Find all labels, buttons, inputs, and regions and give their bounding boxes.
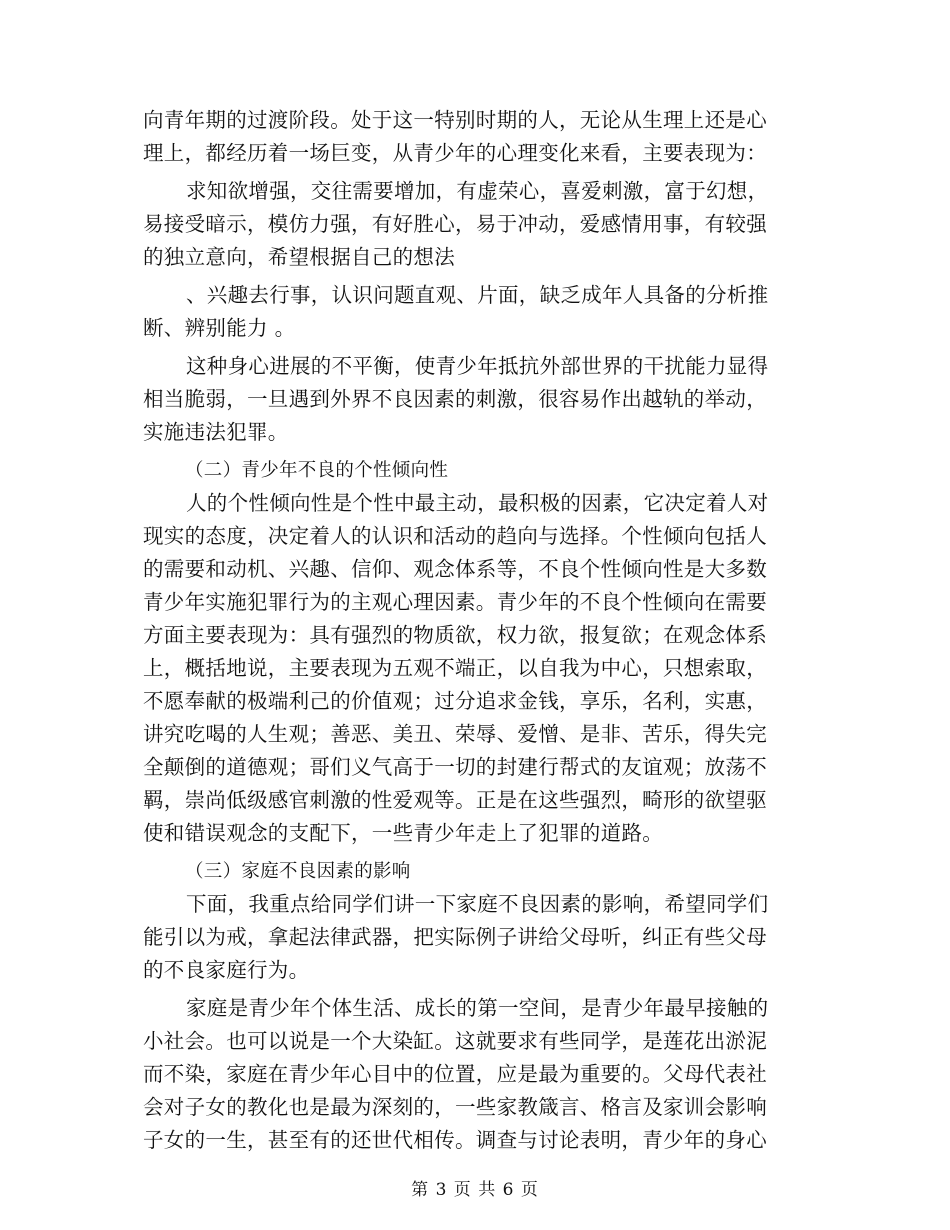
section-heading: （三）家庭不良因素的影响 — [185, 861, 411, 882]
text-line: 羁，崇尚低级感官刺激的性爱观等。正是在这些强烈，畸形的欲望驱 — [143, 788, 767, 812]
text-line: 青少年实施犯罪行为的主观心理因素。青少年的不良个性倾向在需要 — [143, 590, 767, 614]
text-line: 人的个性倾向性是个性中最主动，最积极的因素，它决定着人对 — [186, 491, 769, 515]
text-line: 、兴趣去行事，认识问题直观、片面，缺乏成年人具备的分析推 — [186, 283, 769, 307]
text-line: 而不染，家庭在青少年心目中的位置，应是最为重要的。父母代表社 — [143, 1062, 767, 1086]
text-line: 理上，都经历着一场巨变，从青少年的心理变化来看，主要表现为： — [143, 141, 767, 165]
text-line: 小社会。也可以说是一个大染缸。这就要求有些同学，是莲花出淤泥 — [143, 1029, 767, 1053]
text-line: 讲究吃喝的人生观；善恶、美丑、荣辱、爱憎、是非、苦乐，得失完 — [143, 722, 767, 746]
text-line: 相当脆弱，一旦遇到外界不良因素的刺激，很容易作出越轨的举动， — [143, 387, 767, 411]
text-line: 的独立意向，希望根据自己的想法 — [143, 245, 455, 269]
text-line: 能引以为戒，拿起法律武器，把实际例子讲给父母听，纠正有些父母 — [143, 925, 767, 949]
text-line: 上，概括地说，主要表现为五观不端正，以自我为中心，只想索取， — [143, 656, 767, 680]
section-heading: （二）青少年不良的个性倾向性 — [185, 460, 449, 481]
text-line: 下面，我重点给同学们讲一下家庭不良因素的影响，希望同学们 — [186, 892, 769, 916]
text-line: 不愿奉献的极端利己的价值观；过分追求金钱，享乐，名利，实惠， — [143, 689, 767, 713]
text-line: 的需要和动机、兴趣、信仰、观念体系等，不良个性倾向性是大多数 — [143, 557, 767, 581]
text-line: 现实的态度，决定着人的认识和活动的趋向与选择。个性倾向包括人 — [143, 524, 767, 548]
page-footer: 第 3 页 共 6 页 — [411, 1180, 539, 1200]
text-line: 会对子女的教化也是最为深刻的，一些家教箴言、格言及家训会影响 — [143, 1095, 767, 1119]
text-line: 子女的一生，甚至有的还世代相传。调查与讨论表明，青少年的身心 — [143, 1128, 767, 1152]
text-line: 求知欲增强，交往需要增加，有虚荣心，喜爱刺激，富于幻想， — [186, 179, 769, 203]
text-line: 方面主要表现为：具有强烈的物质欲，权力欲，报复欲；在观念体系 — [143, 623, 767, 647]
text-line: 全颠倒的道德观；哥们义气高于一切的封建行帮式的友谊观；放荡不 — [143, 755, 767, 779]
text-line: 易接受暗示，模仿力强，有好胜心，易于冲动，爱感情用事，有较强 — [143, 212, 767, 236]
text-line: 断、辨别能力 。 — [143, 316, 296, 340]
text-line: 这种身心进展的不平衡，使青少年抵抗外部世界的干扰能力显得 — [186, 354, 769, 378]
text-line: 的不良家庭行为。 — [143, 958, 310, 982]
text-line: 实施违法犯罪。 — [143, 420, 289, 444]
text-line: 向青年期的过渡阶段。处于这一特别时期的人，无论从生理上还是心 — [143, 108, 767, 132]
body-text — [143, 104, 806, 1157]
text-line: 使和错误观念的支配下，一些青少年走上了犯罪的道路。 — [143, 821, 663, 845]
text-line: 家庭是青少年个体生活、成长的第一空间，是青少年最早接触的 — [186, 996, 769, 1020]
